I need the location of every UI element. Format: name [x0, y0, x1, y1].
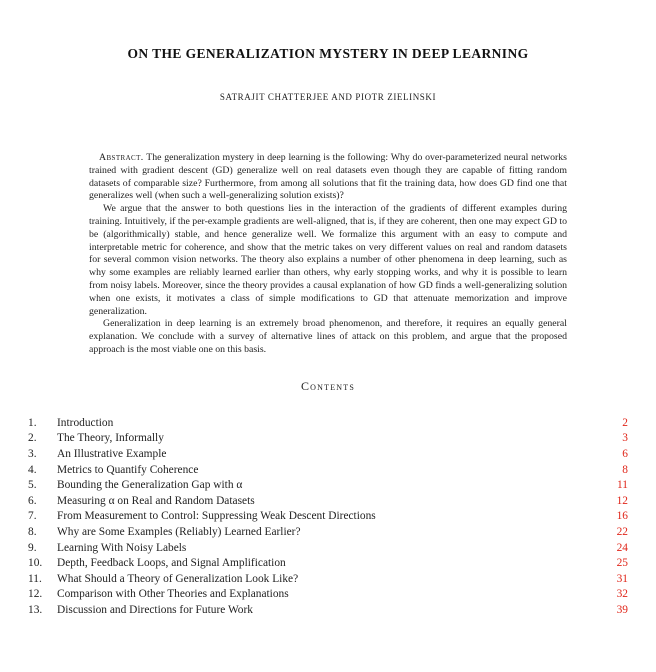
toc-item: [28, 447, 628, 463]
toc-page-link[interactable]: 24: [616, 541, 628, 554]
paper-title: ON THE GENERALIZATION MYSTERY IN DEEP LEARNING: [127, 46, 529, 61]
toc-title: Comparison with Other Theories and Explanations: [57, 588, 289, 601]
toc-number: 6.: [28, 494, 37, 507]
toc-number: 10.: [28, 557, 43, 570]
toc-page-link[interactable]: 22: [616, 525, 628, 538]
toc-number: 7.: [28, 510, 37, 523]
toc-number: 9.: [28, 541, 37, 554]
toc-title: Why are Some Examples (Reliably) Learned Earlier?: [57, 525, 301, 538]
toc-number: 1.: [28, 416, 37, 429]
toc-number: 5.: [28, 479, 37, 492]
toc-title: Metrics to Quantify Coherence: [57, 463, 199, 476]
toc-list: [28, 416, 628, 619]
toc-number: 4.: [28, 463, 37, 476]
toc-item: [28, 509, 628, 525]
paper-authors: SATRAJIT CHATTERJEE AND PIOTR ZIELINSKI: [219, 92, 437, 102]
toc-number: 2.: [28, 432, 37, 445]
toc-page-link[interactable]: 6: [622, 447, 628, 460]
abstract-paragraph: [89, 152, 567, 203]
toc-item: [28, 572, 628, 588]
toc-number: 13.: [28, 603, 43, 616]
toc-page-link[interactable]: 16: [616, 510, 628, 523]
toc-page-link[interactable]: 12: [616, 494, 628, 507]
toc-item: [28, 603, 628, 619]
toc-item: [28, 525, 628, 541]
toc-number: 3.: [28, 447, 37, 460]
toc-page-link[interactable]: 3: [622, 432, 628, 445]
toc-item: [28, 587, 628, 603]
toc-page-link[interactable]: 31: [616, 572, 628, 585]
abstract: [89, 152, 567, 357]
toc-title: Measuring α on Real and Random Datasets: [57, 494, 255, 507]
toc-item: [28, 556, 628, 572]
abstract-label: Abstract.: [99, 152, 144, 163]
toc-page-link[interactable]: 2: [622, 416, 628, 429]
abstract-paragraph: Generalization in deep learning is an extremely broad phenomenon, and therefore, it requires an equally general explanation. We conclude with a survey of alternative lines of attack on this problem, and argue that the proposed approach is the most viable one on this basis.: [89, 318, 567, 355]
toc-title: An Illustrative Example: [57, 447, 167, 460]
toc-page-link[interactable]: 11: [617, 479, 628, 492]
toc-title: Discussion and Directions for Future Work: [57, 603, 253, 616]
toc-page-link[interactable]: 25: [616, 557, 628, 570]
abstract-text: The generalization mystery in deep learning is the following: Why do over-parameterized neural networks trained with gradient descent (GD) generalize well on real datasets even though they are capable of fitting random datasets of comparable size? Furthermore, from among all solutions that fit the training data, how does GD find one that generalizes well (when such a well-generalizing solution exists)?: [89, 152, 567, 202]
toc-item: [28, 541, 628, 557]
toc-page-link[interactable]: 32: [616, 588, 628, 601]
toc-title: What Should a Theory of Generalization Look Like?: [57, 572, 299, 585]
toc-number: 12.: [28, 588, 43, 601]
toc-title: The Theory, Informally: [57, 432, 164, 445]
toc-title: Introduction: [57, 416, 114, 429]
toc-title: Bounding the Generalization Gap with α: [57, 479, 243, 492]
toc-title: Learning With Noisy Labels: [57, 541, 187, 554]
contents-heading: Contents: [300, 378, 356, 393]
toc-page-link[interactable]: 8: [622, 463, 628, 476]
toc-item: [28, 494, 628, 510]
toc-item: [28, 431, 628, 447]
toc-item: [28, 416, 628, 432]
toc-number: 11.: [28, 572, 42, 585]
toc-page-link[interactable]: 39: [616, 603, 628, 616]
toc-item: [28, 478, 628, 494]
abstract-paragraph: We argue that the answer to both questions lies in the interaction of the gradients of different examples during training. Intuitively, if the per-example gradients are well-aligned, that is, if they are coherent, then one may expect GD to be (algorithmically) stable, and hence generalize well. We formalize this argument with an easy to compute and interpretable metric for coherence, and show that the metric takes on very different values on real and random datasets for several common vision networks. The theory also explains a number of other phenomena in deep learning, such as why some examples are reliably learned earlier than others, why early stopping works, and why it is possible to learn from noisy labels. Moreover, since the theory provides a causal explanation of how GD finds a well-generalizing solution when one exists, it motivates a class of simple modifications to GD that attenuate memorization and improve generalization.: [89, 203, 567, 317]
toc-title: From Measurement to Control: Suppressing Weak Descent Directions: [57, 510, 376, 523]
toc-title: Depth, Feedback Loops, and Signal Amplification: [57, 557, 286, 570]
toc-item: [28, 463, 628, 479]
toc-number: 8.: [28, 525, 37, 538]
